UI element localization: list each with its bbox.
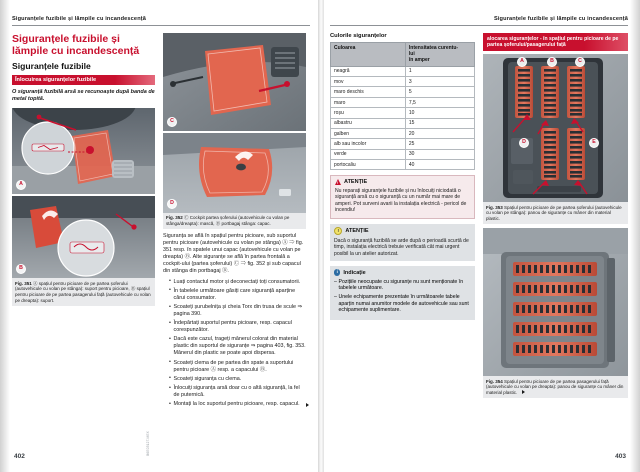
list-item: • Dacă este cazul, trageți mânerul colorat din material plastic din suportul de siguranțe ⇒ pagina 403, fig. 353. Mânerul din plastic se poate apoi dispersa.	[169, 336, 306, 357]
footwell-passenger-illustration	[12, 196, 155, 278]
figure-354-image	[483, 228, 628, 376]
fuse-column-2	[541, 66, 559, 118]
section-title: Siguranțele fuzibile	[12, 60, 91, 71]
running-head-right: Siguranțele fuzibile și lămpile cu incandescență	[330, 16, 628, 26]
cell-amps: 40	[405, 160, 474, 170]
table-header-row	[331, 42, 475, 66]
list-item: • În tabelele următoare găsiți care siguranță aparține cărui consumator.	[169, 288, 306, 302]
cell-amps: 15	[405, 118, 474, 128]
fuse-row-group-3	[513, 302, 597, 316]
end-of-section-marker-2	[522, 390, 525, 394]
replacement-steps-list	[163, 279, 306, 409]
caution-circle-icon: !	[334, 227, 342, 235]
running-head-left: Siguranțele fuzibile și lămpile cu incandescență	[12, 16, 310, 26]
cell-amps: 10	[405, 108, 474, 118]
table-header-amps	[405, 42, 474, 66]
fuse-location-paragraph: Siguranța se află în spațiul pentru picioare, sub suportul pentru picioare (autovehicule cu volan pe stânga) Ⓐ ⇒ fig. 351 resp. în spatele unui capac (autovehicule cu volan pe dreapta) Ⓑ. Alte siguranțe se află în partea frontală a cockpit-ului (partea șoferului) Ⓒ ⇒ fig. 352 și sub capacul din stânga din portbagaj Ⓓ.	[163, 232, 304, 274]
side-print-code-left: B6E0512T.MEX	[146, 431, 150, 456]
list-item: • Scoateți șurubelnița și cheia Torx din trusa de scule ⇒ pagina 390.	[169, 304, 306, 318]
list-item: • Luați contactul motor și deconectați toți consumatorii.	[169, 279, 306, 286]
left-column-text	[12, 33, 155, 413]
table-row	[331, 77, 475, 87]
figure-badge-a: A	[16, 180, 26, 190]
list-item: • Scoateți clema de pe partea din spate a suportului pentru picioare Ⓐ resp. a capacului Ⓑ.	[169, 360, 306, 374]
warning-box-text: Nu reparați siguranțele fuzibile și nu înlocuiți niciodată o siguranță arsă cu o siguranță cu un număr mai mare de amperi. Pot surveni avarii la instalația electrică - pericol de incendiu!	[335, 187, 467, 214]
caution-box-title: ATENȚIE	[345, 228, 369, 235]
cell-color: mov	[331, 77, 406, 87]
end-of-section-marker	[306, 403, 309, 407]
fuse-color-table	[330, 42, 475, 171]
figure-353-caption	[483, 202, 628, 224]
right-column-figures	[483, 33, 628, 402]
fuse-panel-driver-illustration	[483, 54, 628, 202]
figure-354-number: Fig. 354	[486, 378, 503, 384]
cell-color: albastru	[331, 118, 406, 128]
figure-353	[483, 54, 628, 224]
cell-amps: 1	[405, 66, 474, 76]
figure-badge-b: B	[16, 264, 26, 274]
page-right	[320, 0, 640, 472]
fuse-column-4	[541, 128, 559, 180]
figure-351-caption-text: Ⓐ spațiul pentru picioare de pe partea șoferului (autovehicule cu volan pe stânga): suport pentru picioare, Ⓑ spațiul pentru picioare de pe partea pasagerului față (autovehicule cu volan pe dreapta): suport.	[15, 280, 151, 303]
list-item: • Scoateți siguranța cu clema.	[169, 376, 306, 383]
intro-text: O siguranță fuzibilă arsă se recunoaște după banda de metal topită.	[12, 88, 155, 103]
figure-353-caption-text: Spațiul pentru picioare de pe partea șoferului (autovehicule cu volan pe stânga): panou de siguranțe cu mâner din material plastic.	[486, 204, 622, 221]
info-circle-icon: i	[334, 269, 340, 275]
fuse-table-body	[331, 66, 475, 170]
figure-351-image-b	[12, 196, 155, 278]
figure-badge-c2: C	[575, 57, 585, 67]
caution-box	[330, 224, 475, 261]
table-row	[331, 66, 475, 76]
list-item: • Înlocuiți siguranța arsă doar cu o altă siguranță, la fel de puternică.	[169, 385, 306, 399]
figure-351-number: Fig. 351	[15, 280, 32, 286]
figure-352-number: Fig. 352	[166, 215, 183, 220]
fuse-column-1	[515, 66, 533, 118]
cell-amps: 7,5	[405, 97, 474, 107]
figure-352-image-d	[163, 133, 306, 213]
table-row	[331, 160, 475, 170]
figure-354	[483, 228, 628, 398]
table-row	[331, 87, 475, 97]
fuse-panel-passenger-illustration	[483, 228, 628, 376]
trunk-cover-illustration	[163, 133, 306, 213]
red-subsection-bar: Înlocuirea siguranțelor fuzibile	[12, 75, 155, 85]
list-item: – Unele echipamente prezentate în următoarele tabele aparțin numai anumitor modele de autovehicule sau sunt echipamente suplimentare.	[334, 294, 471, 314]
cell-amps: 5	[405, 87, 474, 97]
fuse-row-group-top	[513, 262, 597, 276]
figure-354-caption-text: Spațiul pentru picioare de pe partea pasagerului față (autovehicule cu volan pe dreapta): panou de siguranțe cu mâner din material plastic.	[486, 378, 624, 395]
cell-color: neagră	[331, 66, 406, 76]
table-title: Culorile siguranțelor	[330, 32, 387, 39]
right-columns	[330, 33, 628, 402]
footwell-driver-illustration	[12, 108, 155, 194]
cell-amps: 3	[405, 77, 474, 87]
warning-triangle-icon	[335, 179, 341, 185]
table-row	[331, 118, 475, 128]
right-column-table	[330, 33, 475, 402]
cell-color: maro	[331, 97, 406, 107]
cell-amps: 25	[405, 139, 474, 149]
figure-badge-d2: D	[519, 138, 529, 148]
figure-351-caption	[12, 278, 155, 305]
red-caption-bar: alocarea siguranțelor - în spațiul pentru picioare de pe partea șoferului/pasagerului față	[483, 33, 628, 52]
list-item-label: Montați la loc suportul pentru picioare, resp. capacul.	[173, 401, 300, 408]
info-box-header	[334, 269, 471, 275]
figure-badge-d: D	[167, 199, 177, 209]
fuse-column-5	[567, 128, 585, 180]
warning-box	[330, 175, 475, 219]
figure-354-caption	[483, 376, 628, 398]
amps-header-line2: lui	[408, 50, 415, 57]
table-row	[331, 149, 475, 159]
figure-352-caption	[163, 213, 306, 229]
figure-352-image-c	[163, 33, 306, 131]
figure-352-caption-text: Ⓒ Cockpit partea șoferului (autovehicule cu volan pe stânga/dreapta): mască, Ⓓ portbagaj stânga: capac.	[166, 215, 290, 226]
fuse-column-3	[567, 66, 585, 118]
left-columns	[12, 33, 310, 413]
info-box	[330, 266, 475, 320]
cell-amps: 20	[405, 128, 474, 138]
amps-header-line1: Intensitatea curentu-	[408, 44, 459, 51]
cell-color: alb sau incolor	[331, 139, 406, 149]
cell-color: portocaliu	[331, 160, 406, 170]
cell-color: roșu	[331, 108, 406, 118]
fuse-row-group-5	[513, 342, 597, 356]
figure-353-number: Fig. 353	[486, 204, 503, 210]
amps-header-line3: în amper	[408, 57, 430, 64]
table-row	[331, 108, 475, 118]
table-row	[331, 97, 475, 107]
fuse-row-group-2	[513, 282, 597, 296]
figure-352	[163, 33, 306, 229]
caution-box-header	[334, 227, 471, 235]
figure-badge-b2: B	[547, 57, 557, 67]
figure-badge-c: C	[167, 117, 177, 127]
list-item	[169, 401, 306, 408]
info-box-title: Indicație	[343, 269, 366, 276]
cell-color: verde	[331, 149, 406, 159]
figure-351	[12, 108, 155, 305]
page-number-left: 402	[14, 453, 25, 460]
fuse-row-group-4	[513, 322, 597, 336]
cell-amps: 30	[405, 149, 474, 159]
cell-color: galben	[331, 128, 406, 138]
table-header-color: Culoarea	[331, 42, 406, 66]
left-column-figures	[163, 33, 306, 413]
page-number-right: 403	[615, 453, 626, 460]
table-row	[331, 128, 475, 138]
figure-badge-e2: E	[589, 138, 599, 148]
figure-badge-a2: A	[517, 57, 527, 67]
list-item: • Îndepărtați suportul pentru picioare, resp. capacul corespunzător.	[169, 320, 306, 334]
caution-box-text: Dacă o siguranță fuzibilă se arde după o perioadă scurtă de timp, instalația electrică trebuie verificată cât mai urgent posibil la un atelier autorizat.	[334, 237, 469, 257]
cell-color: maro deschis	[331, 87, 406, 97]
figure-353-image	[483, 54, 628, 202]
warning-box-header	[335, 179, 470, 185]
cockpit-illustration	[163, 33, 306, 131]
list-item: – Pozițiile neocupate cu siguranțe nu sunt menționate în tabelele următoare.	[334, 279, 471, 292]
table-row	[331, 139, 475, 149]
warning-box-title: ATENȚIE	[344, 179, 368, 186]
chapter-title: Siguranțele fuzibile și lămpile cu incandescență	[12, 32, 140, 57]
info-box-list	[334, 279, 471, 314]
figure-351-image-a	[12, 108, 155, 194]
